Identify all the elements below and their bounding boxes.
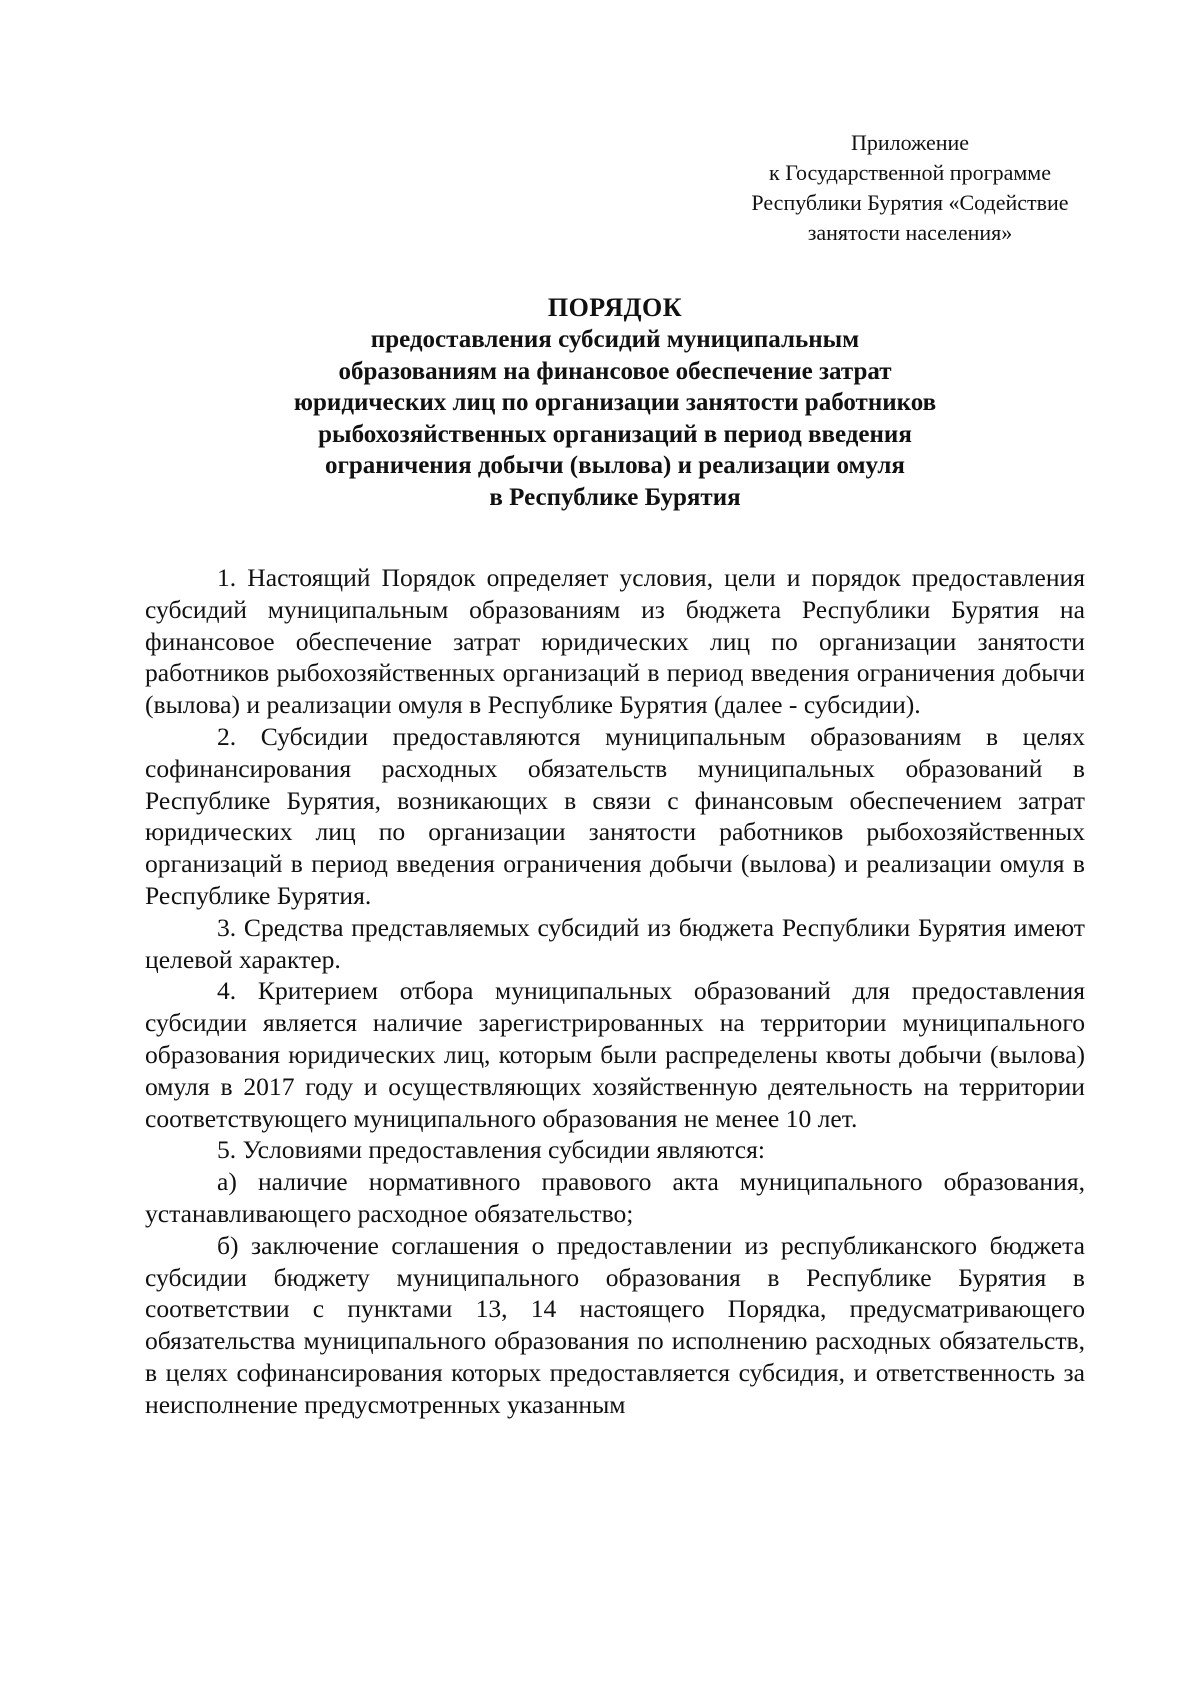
appendix-line-3: Республики Бурятия «Содействие	[751, 190, 1069, 215]
paragraph-5a: а) наличие нормативного правового акта муниципального образования, устанавливающего расходное обязательство;	[145, 1167, 1085, 1228]
appendix-note	[700, 128, 1120, 248]
paragraph-3: 3. Средства представляемых субсидий из бюджета Республики Бурятия имеют целевой характер.	[145, 912, 1085, 974]
document-body	[145, 562, 1085, 1421]
title-line-6: в Республике Бурятия	[489, 483, 741, 511]
title-line-1: предоставления субсидий муниципальным	[370, 326, 860, 353]
paragraph-4: 4. Критерием отбора муниципальных образований для предоставления субсидии является наличие зарегистрированных на территории муниципального образования юридических лиц, которым были распределены квоты добычи (вылова) омуля в 2017 году и осуществляющих хозяйственную деятельность на территории соответствующего муниципального образования не менее 10 лет.	[145, 976, 1085, 1133]
title-line-5: ограничения добычи (вылова) и реализации омуля	[325, 452, 905, 479]
paragraph-1: 1. Настоящий Порядок определяет условия, цели и порядок предоставления субсидий муниципальным образованиям из бюджета Республики Бурятия на финансовое обеспечение затрат юридических лиц по организации занятости работников рыбохозяйственных организаций в период введения ограничения добычи (вылова) и реализации омуля в Республике Бурятия (далее - субсидии).	[145, 563, 1085, 720]
title-main: ПОРЯДОК	[547, 293, 683, 322]
paragraph-2: 2. Субсидии предоставляются муниципальным образованиям в целях софинансирования расходных обязательств муниципальных образований в Республике Бурятия, возникающих в связи с финансовым обеспечением затрат юридических лиц по организации занятости работников рыбохозяйственных организаций в период введения ограничения добычи (вылова) и реализации омуля в Республике Бурятия.	[145, 721, 1085, 910]
title-line-2: образованиям на финансовое обеспечение затрат	[338, 357, 892, 385]
title-line-4: рыбохозяйственных организаций в период введения	[318, 420, 912, 448]
paragraph-5: 5. Условиями предоставления субсидии являются:	[217, 1135, 766, 1165]
appendix-line-4: занятости населения»	[807, 220, 1013, 245]
paragraph-5b: б) заключение соглашения о предоставлении из республиканского бюджета субсидии бюджету муниципального образования в Республике Бурятия в соответствии с пунктами 13, 14 настоящего Порядка, предусматривающего обязательства муниципального образования по исполнению расходных обязательств, в целях софинансирования которых предоставляется субсидия, и ответственность за неисполнение предусмотренных указанным	[145, 1230, 1085, 1419]
appendix-line-1: Приложение	[850, 130, 970, 155]
title-line-3: юридических лиц по организации занятости работников	[293, 389, 937, 416]
document-title	[150, 292, 1080, 513]
appendix-line-2: к Государственной программе	[769, 160, 1051, 185]
